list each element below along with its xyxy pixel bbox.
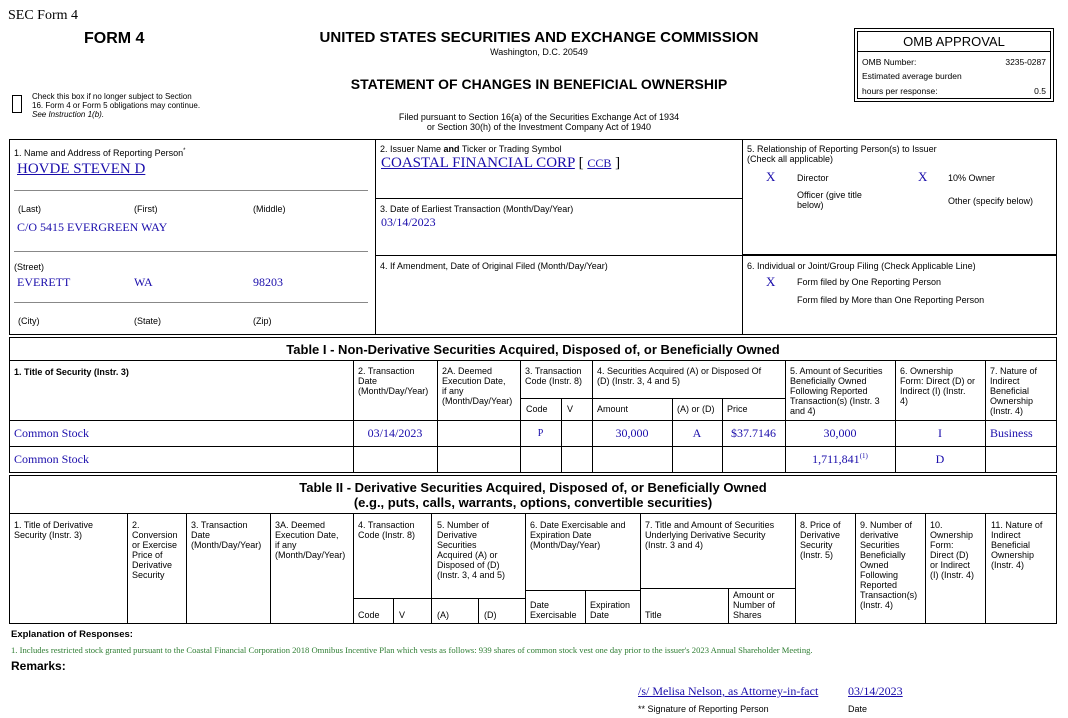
- t2-sub-v: V: [399, 610, 406, 620]
- t2-col-number-owned: 9. Number of derivative Securities Beneficially Owned Following Reported Transaction(s) (Instr. 4): [860, 520, 918, 610]
- reporting-person-label: 1. Name and Address of Reporting Person*: [14, 148, 186, 158]
- city-label: (City): [18, 316, 40, 326]
- footnote-1: 1. Includes restricted stock granted pursuant to the Coastal Financial Corporation 2018 Omnibus Incentive Plan which vests as follows: 939 shares of common stock vest one day prior to the issuer's 2023 Annual Shareholder Meeting.: [11, 645, 813, 655]
- filing-label: 6. Individual or Joint/Group Filing (Check Applicable Line): [747, 261, 976, 271]
- last-label: (Last): [18, 204, 42, 214]
- t1-col-deemed: 2A. Deemed Execution Date, if any (Month/Day/Year): [442, 366, 513, 406]
- zip-value: 98203: [253, 275, 283, 289]
- t1-col-code: 3. Transaction Code (Instr. 8): [525, 366, 583, 386]
- t1-row1-owned: 30,000: [823, 426, 857, 440]
- table-row: Common Stock: [14, 452, 90, 466]
- t2-col-nature: 11. Nature of Indirect Beneficial Ownership (Instr. 4): [991, 520, 1043, 570]
- state-value: WA: [134, 275, 153, 289]
- remarks-label: Remarks:: [11, 659, 66, 673]
- director-mark: X: [766, 169, 776, 184]
- t1-col-nature: 7. Nature of Indirect Beneficial Ownership (Instr. 4): [990, 366, 1038, 416]
- t2-col-deemed: 3A. Deemed Execution Date, if any (Month/Day/Year): [275, 520, 346, 560]
- other-label: Other (specify below): [948, 196, 1034, 206]
- table-two-title: Table II - Derivative Securities Acquired, Disposed of, or Beneficially Owned (e.g., puts, calls, warrants, options, convertible securities): [299, 480, 767, 510]
- signature-date: 03/14/2023: [848, 684, 903, 698]
- t2-sub-code: Code: [358, 610, 380, 620]
- table-row: Common Stock: [14, 426, 90, 440]
- checkbox-text: Check this box if no longer subject to Section 16. Form 4 or Form 5 obligations may continue. See Instruction 1(b).: [32, 92, 201, 119]
- t2-col-exercisable: 6. Date Exercisable and Expiration Date (Month/Day/Year): [530, 520, 626, 550]
- city-value: EVERETT: [17, 275, 71, 289]
- t1-row1-date: 03/14/2023: [367, 426, 423, 440]
- agency-title: UNITED STATES SECURITIES AND EXCHANGE COMMISSION: [319, 29, 759, 46]
- filed-pursuant: Filed pursuant to Section 16(a) of the Securities Exchange Act of 1934 or Section 30(h) of the Investment Company Act of 1940: [398, 112, 680, 132]
- explanation-label: Explanation of Responses:: [11, 629, 133, 640]
- t2-sub-title: Title: [645, 610, 662, 620]
- one-person-label: Form filed by One Reporting Person: [797, 277, 942, 287]
- amendment-label: 4. If Amendment, Date of Original Filed (Month/Day/Year): [380, 261, 608, 271]
- t2-col-code: 4. Transaction Code (Instr. 8): [358, 520, 416, 540]
- form-title: FORM 4: [84, 30, 145, 47]
- reporting-person-name[interactable]: HOVDE STEVEN D: [17, 161, 146, 177]
- t2-col-date: 3. Transaction Date (Month/Day/Year): [191, 520, 262, 550]
- t2-sub-date-exercisable: Date Exercisable: [530, 600, 577, 620]
- t1-row1-price: $37.7146: [731, 426, 776, 440]
- first-label: (First): [134, 204, 158, 214]
- street-label: (Street): [14, 262, 45, 272]
- middle-label: (Middle): [253, 204, 286, 214]
- omb-number-label: OMB Number:: [862, 57, 917, 67]
- t1-col-date: 2. Transaction Date (Month/Day/Year): [358, 366, 429, 396]
- statement-title: STATEMENT OF CHANGES IN BENEFICIAL OWNERSHIP: [350, 76, 728, 92]
- omb-hours-value: 0.5: [1034, 86, 1046, 96]
- omb-title: OMB APPROVAL: [903, 34, 1005, 49]
- ten-percent-owner-label: 10% Owner: [948, 173, 996, 183]
- t1-col-amount-owned: 5. Amount of Securities Beneficially Owned Following Reported Transaction(s) (Instr. 3 and 4): [790, 366, 883, 416]
- omb-burden-label: Estimated average burden: [862, 71, 962, 81]
- signature-label: ** Signature of Reporting Person: [638, 704, 769, 714]
- issuer-name-link[interactable]: COASTAL FINANCIAL CORP: [381, 155, 575, 171]
- agency-location: Washington, D.C. 20549: [490, 47, 588, 57]
- t2-sub-d: (D): [484, 610, 497, 620]
- omb-number-value: 3235-0287: [1005, 57, 1046, 67]
- zip-label: (Zip): [253, 316, 272, 326]
- street-address: C/O 5415 EVERGREEN WAY: [17, 220, 168, 234]
- t2-col-number: 5. Number of Derivative Securities Acquired (A) or Disposed of (D) (Instr. 3, 4 and 5): [437, 520, 506, 580]
- t1-row2-form: D: [935, 452, 945, 466]
- t2-col-conversion: 2. Conversion or Exercise Price of Derivative Security: [132, 520, 178, 580]
- t1-sub-price: Price: [727, 404, 748, 414]
- signature-name: /s/ Melisa Nelson, as Attorney-in-fact: [638, 684, 819, 698]
- t2-sub-amount: Amount or Number of Shares: [733, 590, 776, 620]
- relationship-label: 5. Relationship of Reporting Person(s) to Issuer (Check all applicable): [747, 144, 937, 164]
- t2-col-price: 8. Price of Derivative Security (Instr. 5): [800, 520, 841, 560]
- form-label: SEC Form 4: [8, 8, 79, 23]
- t1-sub-v: V: [567, 404, 574, 414]
- t1-col-securities: 4. Securities Acquired (A) or Disposed Of (D) (Instr. 3, 4 and 5): [597, 366, 762, 386]
- state-label: (State): [134, 316, 162, 326]
- t2-sub-expiration: Expiration Date: [590, 600, 631, 620]
- t2-col-title: 1. Title of Derivative Security (Instr. 3): [14, 520, 94, 540]
- ten-percent-owner-mark: X: [918, 169, 928, 184]
- earliest-transaction-label: 3. Date of Earliest Transaction (Month/Day/Year): [380, 204, 574, 214]
- t1-col-title: 1. Title of Security (Instr. 3): [14, 367, 129, 377]
- issuer-ticker-link[interactable]: CCB: [587, 156, 612, 170]
- t2-col-underlying: 7. Title and Amount of Securities Underlying Derivative Security (Instr. 3 and 4): [645, 520, 775, 550]
- omb-hours-label: hours per response:: [862, 86, 938, 96]
- t2-sub-a: (A): [437, 610, 449, 620]
- earliest-transaction-date: 03/14/2023: [381, 215, 436, 229]
- issuer-label: 2. Issuer Name and Ticker or Trading Symbol: [380, 144, 562, 154]
- table-one-title: Table I - Non-Derivative Securities Acquired, Disposed of, or Beneficially Owned: [286, 342, 780, 357]
- no-longer-subject-checkbox[interactable]: [12, 95, 22, 113]
- one-person-mark: X: [766, 274, 776, 289]
- director-label: Director: [797, 173, 829, 183]
- signature-date-label: Date: [848, 704, 868, 714]
- t1-row1-nature: Business: [990, 426, 1033, 440]
- t1-sub-amount: Amount: [597, 404, 629, 414]
- officer-label: Officer (give title below): [797, 190, 862, 210]
- t1-row1-amount: 30,000: [615, 426, 649, 440]
- t2-col-ownership: 10. Ownership Form: Direct (D) or Indirect (I) (Instr. 4): [930, 520, 975, 580]
- t1-col-ownership: 6. Ownership Form: Direct (D) or Indirect (I) (Instr. 4): [900, 366, 975, 406]
- t1-sub-code: Code: [526, 404, 548, 414]
- t1-row1-aord: A: [692, 426, 702, 440]
- t1-sub-aord: (A) or (D): [677, 404, 715, 414]
- issuer-name-line: COASTAL FINANCIAL CORP [ CCB ]: [381, 155, 621, 171]
- more-person-label: Form filed by More than One Reporting Person: [797, 295, 985, 305]
- t1-row1-code: P: [537, 428, 544, 439]
- t1-row1-form: I: [938, 426, 942, 440]
- t1-row2-owned: 1,711,841$^{(1)}$: [812, 452, 868, 466]
